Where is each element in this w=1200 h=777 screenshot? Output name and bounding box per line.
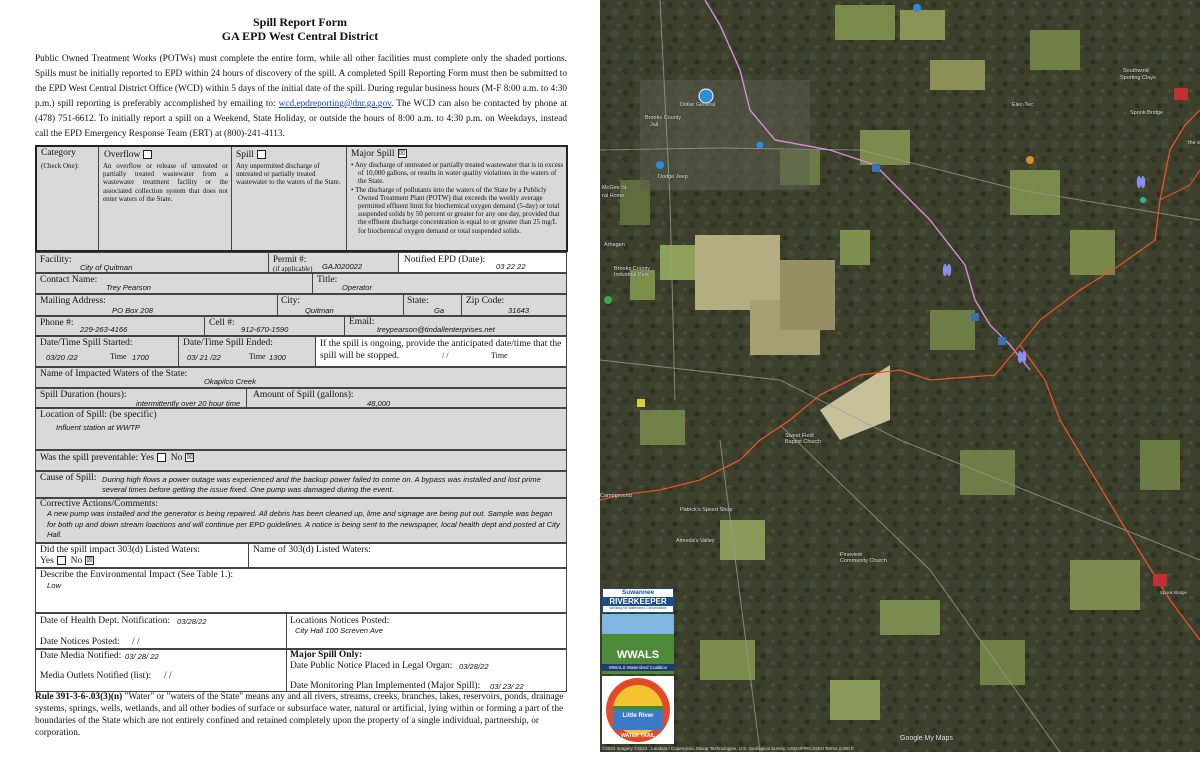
- form-intro: Public Owned Treatment Works (POTWs) must complete the entire form, while all other facilities must complete only the shaded portions. Spills must be initially reported to EPD within 24 hours of discovery of the spill. A completed Spill Reporting Form must then be submitted to the EPD West Central District Office (WCD) within 5 days of the initial date of the spill. During regular business hours (M-F 8:00 a.m. to 4:30 p.m.) spill reporting is preferably accomplished by emailing to: wcd.epdreporting@dnr.ga.gov. The WCD can also be contacted by phone at (478) 751-6612. To initially report a spill on a Weekend, State Holiday, or outside the hours of 8:00 a.m. to 4:30 p.m. on Weekdays, instead call the EPD Emergency Response Team (ERT) at (800)-241-4113.: [35, 54, 568, 139]
- impact303-no-checkbox[interactable]: ☒: [86, 556, 93, 565]
- spill-ongoing-field[interactable]: If the spill is ongoing, provide the anticipated date/time that the spill will be stopped. / / Time: [315, 336, 567, 367]
- form-subtitle: GA EPD West Central District: [221, 29, 379, 43]
- facility-field[interactable]: Facility: City of Quitman: [35, 252, 269, 273]
- title-field[interactable]: Title: Operator: [312, 273, 567, 294]
- label-arhagen: Arhagen: [604, 242, 625, 248]
- spill-started-field[interactable]: Date/Time Spill Started: 03/20 /22 Time 1700: [35, 336, 179, 367]
- green-marker[interactable]: [604, 296, 612, 304]
- suwannee-riverkeeper-logo: Suwannee RIVERKEEPER Working for Watershed Conservation: [602, 588, 674, 613]
- category-section: [35, 145, 568, 252]
- label-patricks: Patrick's Speed Shop: [680, 507, 733, 513]
- label-dollar-general: Dollar General: [680, 102, 716, 108]
- label-dodge-jeep: Dodge Jeep: [658, 174, 688, 180]
- spill-option: Spill: [236, 150, 266, 160]
- label-elec-tec: Elec-Tec: [1012, 102, 1034, 108]
- impact303-yes-checkbox[interactable]: [57, 556, 66, 565]
- spill-location-field[interactable]: Location of Spill: (be specific) Influent station at WWTP: [35, 408, 567, 450]
- impact-303d-field: Did the spill impact 303(d) Listed Waters: Yes No ☒: [35, 543, 249, 568]
- contact-name-field[interactable]: Contact Name: Trey Pearson: [35, 273, 313, 294]
- notified-epd-field[interactable]: Notified EPD (Date): 03 22 22: [398, 252, 567, 273]
- overflow-option: Overflow: [104, 150, 152, 160]
- overflow-checkbox[interactable]: [143, 150, 152, 159]
- bridge-marker-2[interactable]: [1153, 574, 1167, 586]
- environmental-impact-field[interactable]: Describe the Environmental Impact (See Table 1.): Low: [35, 568, 567, 613]
- label-southwind: Southwind: [1123, 68, 1149, 74]
- phone-field[interactable]: Phone #: 229-263-4166: [35, 316, 205, 336]
- spill-duration-field[interactable]: Spill Duration (hours): intermittently over 20 hour time: [35, 388, 247, 408]
- email-field[interactable]: Email: treypearson@tindallenterprises.net: [344, 316, 567, 336]
- corrective-actions-field[interactable]: Corrective Actions/Comments: A new pump was installed and the generator is being repaired. All debris has been cleaned up, lime and signage are being put out. Sample was began for both up and down stream loactions and will continue per EPD guidelines. A notice is being sent to the newspaper, local health dept and posted at City Hall.: [35, 498, 567, 543]
- blue-pin-marker[interactable]: [699, 89, 713, 103]
- bridge-marker[interactable]: [1174, 88, 1188, 100]
- blue-pin-marker-3[interactable]: [656, 161, 664, 169]
- category-label: Category: [41, 148, 76, 158]
- label-sporting-clays: Sporting Clays: [1120, 75, 1156, 81]
- teal-marker[interactable]: [1140, 197, 1146, 203]
- label-brooks-county: Brooks County: [645, 115, 682, 121]
- spill-checkbox[interactable]: [257, 150, 266, 159]
- label-campground: Campground: [600, 493, 632, 499]
- label-the-s: the s: [1188, 140, 1200, 146]
- label-spook-bridge-2: Spook Bridge: [1160, 590, 1188, 595]
- spill-ended-field[interactable]: Date/Time Spill Ended: 03/ 21 /22 Time 1300: [178, 336, 316, 367]
- map-terrain: [600, 0, 1200, 752]
- label-almedas: Almeda's Valley: [676, 538, 715, 544]
- preventable-field: Was the spill preventable: Yes No ☒: [35, 450, 567, 471]
- label-mcgee: McGee St: [602, 185, 627, 191]
- city-field[interactable]: City: Quitman: [277, 294, 404, 316]
- wwals-logo: WWALS WWALS Watershed Coalition: [602, 614, 674, 674]
- label-industrial-park: Brooks County Industrial Park: [614, 266, 651, 278]
- locations-posted-field[interactable]: Locations Notices Posted: City Hall 100 Screven Ave: [286, 613, 567, 649]
- blue-pin-marker-4[interactable]: [757, 142, 764, 149]
- label-jail: Jail: [650, 122, 659, 128]
- state-field[interactable]: State: Ga: [403, 294, 462, 316]
- yellow-marker[interactable]: [637, 399, 645, 407]
- cell-field[interactable]: Cell #: 912-670-1590: [204, 316, 345, 336]
- impacted-waters-field[interactable]: Name of Impacted Waters of the State: Okapilco Creek: [35, 367, 567, 388]
- form-title: Spill Report Form: [253, 15, 347, 29]
- map-attribution[interactable]: ©2022 Imagery ©2022 , Landsat / Copernicus, Maxar Technologies, U.S. Geological Survey, USDA/FPAC/GEO Terms 2,000 ft: [602, 746, 854, 751]
- health-notices-field[interactable]: Date of Health Dept. Notification: 03/28/22 Date Notices Posted: / /: [35, 613, 287, 649]
- major-spill-only-field[interactable]: Major Spill Only: Date Public Notice Placed in Legal Organ: 03/28/22 Date Monitoring Plan Implemented (Major Spill): 03/ 23/ 22: [286, 649, 567, 692]
- zip-code-field[interactable]: Zip Code: 31643: [461, 294, 567, 316]
- rule-definition: Rule 391-3-6-.03(3)(n) "Water" or "waters of the State" means any and all rivers, streams, creeks, branches, lakes, reservoirs, ponds, drainage systems, springs, wells, wetlands, and all other bodies of surface or subsurface water, natural or artificial, lying within or forming a part of the boundaries of the State which are not entirely confined and retained completely upon the property of a single individual, partnership, or corporation.: [35, 692, 564, 738]
- check-one-label: (Check One):: [41, 162, 79, 170]
- preventable-yes-checkbox[interactable]: [157, 453, 166, 462]
- spill-amount-field[interactable]: Amount of Spill (gallons): 48,000: [246, 388, 567, 408]
- label-pineview: Pineview Community Church: [840, 552, 888, 564]
- google-logo: Google My Maps: [900, 735, 953, 742]
- cause-of-spill-field[interactable]: Cause of Spill: During high flows a power outage was experienced and the backup power failed to come on. A bypass was installed and lost prime several times before getting the issue fixed. One pump was damaged during the event.: [35, 471, 567, 498]
- label-spook-bridge: Spook Bridge: [1130, 110, 1164, 116]
- permit-field[interactable]: Permit #: (if applicable) GAJ020022: [268, 252, 399, 273]
- name-303d-field[interactable]: Name of 303(d) Listed Waters:: [248, 543, 567, 568]
- orange-marker[interactable]: [1026, 156, 1034, 164]
- spill-desc: Any unpermitted discharge of untreated or partially treated wastewater to the waters of the State.: [236, 162, 341, 187]
- major-spill-bullets: • Any discharge of untreated or partially treated wastewater that is in excess of 10,000 gallons, or results in water quality violations in the waters of the State. • The discharge of pollutants into the waters of the State by a Publicly Owned Treatment Plant (POTW) that exceeds the weekly average permitted effluent limit for biochemical oxygen demand (5-day) or total suspended solids by 50 percent or greater for any one day, provided that the effluent discharge concentration is equal to or greater than 25 mg/L for biochemical oxygen demand or total suspended solids.: [351, 161, 564, 235]
- major-spill-checkbox[interactable]: ☒: [398, 149, 406, 158]
- blue-pin-marker-2[interactable]: [913, 4, 921, 12]
- major-spill-option: Major Spill ☒: [351, 149, 406, 159]
- label-sweet-field: Sweet Field Baptist Church: [785, 433, 822, 445]
- report-email-link[interactable]: wcd.epdreporting@dnr.ga.gov: [278, 99, 392, 109]
- satellite-map[interactable]: [600, 0, 1200, 752]
- little-river-water-trail-logo: Little River WATER TRAIL: [602, 676, 674, 744]
- overflow-desc: An overflow or release of untreated or partially treated wastewater from a wastewater treatment facility or the associated collection system that does not enter waters of the State.: [103, 162, 228, 203]
- media-notified-field[interactable]: Date Media Notified: 03/ 28/ 22 Media Outlets Notified (list): / /: [35, 649, 287, 692]
- mailing-address-field[interactable]: Mailing Address: PO Box 208: [35, 294, 278, 316]
- preventable-no-checkbox[interactable]: ☒: [186, 453, 194, 462]
- label-ral-home: ral Home: [602, 193, 625, 199]
